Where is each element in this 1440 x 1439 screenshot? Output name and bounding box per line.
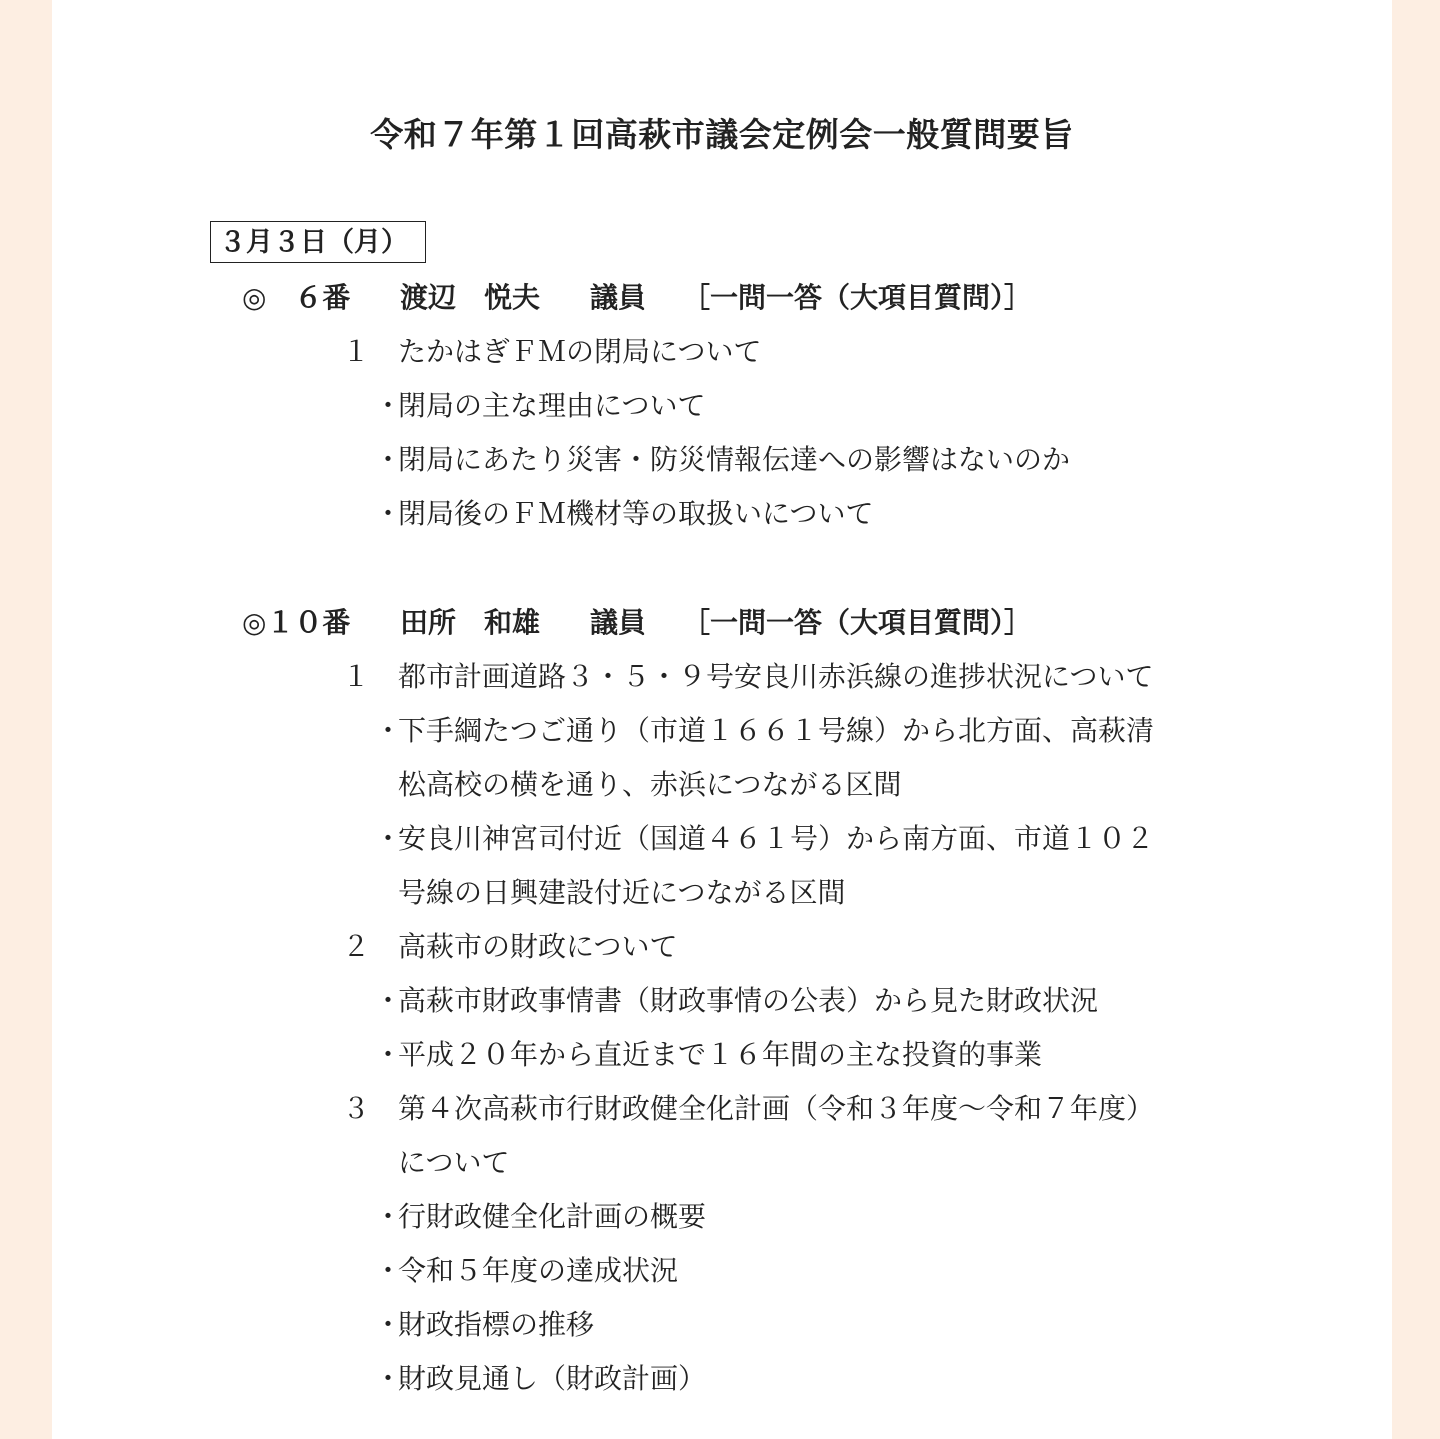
bullet-mark: ・ <box>374 443 403 476</box>
member-marker: ◎ ６番 <box>242 281 351 314</box>
member-marker: ◎１０番 <box>242 606 351 639</box>
date-label: ３月３日（月） <box>210 221 426 263</box>
member-role: 議員 <box>590 281 647 314</box>
member-role: 議員 <box>590 606 647 639</box>
item-title-continued: について <box>398 1146 510 1179</box>
bullet-mark: ・ <box>374 1254 403 1287</box>
bullet-text-continued: 松高校の横を通り、赤浜につながる区間 <box>398 768 902 801</box>
question-format: ［一問一答（大項目質問）］ <box>682 281 1033 314</box>
bullet-mark: ・ <box>374 389 403 422</box>
bullet-text: 財政見通し（財政計画） <box>398 1362 707 1395</box>
bullet-text: 令和５年度の達成状況 <box>398 1254 679 1287</box>
document-page <box>52 0 1392 1439</box>
bullet-text-continued: 号線の日興建設付近につながる区間 <box>398 876 846 909</box>
bullet-text: 下手綱たつご通り（市道１６６１号線）から北方面、高萩清 <box>398 714 1155 747</box>
question-format: ［一問一答（大項目質問）］ <box>682 606 1033 639</box>
document-title: 令和７年第１回高萩市議会定例会一般質問要旨 <box>370 115 1074 154</box>
item-number: １ <box>342 335 371 368</box>
member-name: 渡辺 悦夫 <box>400 281 541 314</box>
item-number: １ <box>342 660 371 693</box>
bullet-mark: ・ <box>374 1038 403 1071</box>
bullet-text: 行財政健全化計画の概要 <box>398 1200 707 1233</box>
item-title: たかはぎＦＭの閉局について <box>398 335 762 368</box>
bullet-text: 閉局にあたり災害・防災情報伝達への影響はないのか <box>398 443 1071 476</box>
item-title: 都市計画道路３・５・９号安良川赤浜線の進捗状況について <box>398 660 1154 693</box>
bullet-mark: ・ <box>374 1362 403 1395</box>
item-title: 高萩市の財政について <box>398 930 678 963</box>
member-name: 田所 和雄 <box>400 606 541 639</box>
bullet-mark: ・ <box>374 1308 403 1341</box>
member-heading <box>242 603 1032 643</box>
bullet-mark: ・ <box>374 497 403 530</box>
bullet-mark: ・ <box>374 984 403 1017</box>
member-heading <box>242 278 1032 318</box>
bullet-mark: ・ <box>374 714 403 747</box>
bullet-text: 閉局後のＦＭ機材等の取扱いについて <box>398 497 874 530</box>
bullet-mark: ・ <box>374 822 403 855</box>
item-title: 第４次高萩市行財政健全化計画（令和３年度～令和７年度） <box>398 1092 1155 1125</box>
bullet-text: 財政指標の推移 <box>398 1308 595 1341</box>
bullet-text: 安良川神宮司付近（国道４６１号）から南方面、市道１０２ <box>398 822 1155 855</box>
bullet-text: 平成２０年から直近まで１６年間の主な投資的事業 <box>398 1038 1043 1071</box>
item-number: ２ <box>342 930 371 963</box>
bullet-text: 閉局の主な理由について <box>398 389 706 422</box>
bullet-text: 高萩市財政事情書（財政事情の公表）から見た財政状況 <box>398 984 1099 1017</box>
item-number: ３ <box>342 1092 371 1125</box>
bullet-mark: ・ <box>374 1200 403 1233</box>
